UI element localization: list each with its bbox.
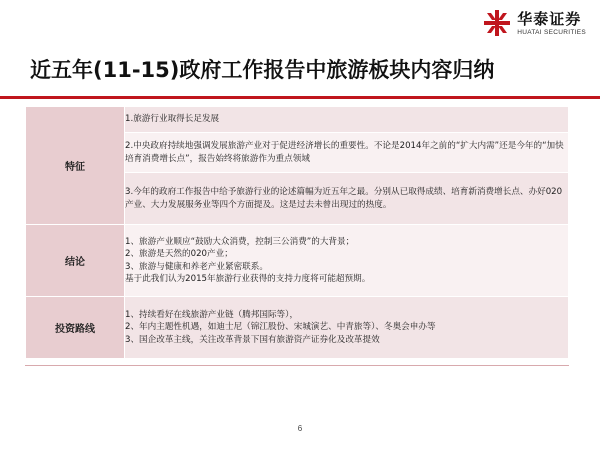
page-number: 6 [297,424,303,433]
page-title: 近五年(11-15)政府工作报告中旅游板块内容归纳 [30,58,495,82]
investment-line: 3、国企改革主线，关注改革背景下国有旅游资产证券化及改革提效 [125,334,380,345]
feature-item-1-text: 1.旅游行业取得长足发展 [125,114,220,124]
features-label: 特征 [26,107,125,225]
title-divider [0,96,600,99]
brand-name-cn: 华泰证券 [517,9,582,28]
feature-item-3 [125,173,569,225]
huatai-logo-icon [482,8,512,38]
investment-label: 投资路线 [26,297,125,359]
feature-item-2-text: 2.中央政府持续地强调发展旅游产业对于促进经济增长的重要性。不论是2014年之前的“扩大内需”还是今年的“加快培育消费增长点”，报告始终将旅游作为重点领域 [125,140,564,164]
footer-divider [25,365,569,366]
investment-line: 2、年内主题性机遇，如迪士尼（锦江股份、宋城演艺、中青旅等）、冬奥会申办等 [125,322,436,333]
feature-item-1 [125,107,569,133]
conclusion-label: 结论 [26,225,125,297]
table-row [26,107,569,133]
feature-item-2 [125,133,569,173]
conclusion-line: 1、旅游产业顺应“鼓励大众消费，控制三公消费”的大背景； [125,236,355,247]
investment-content [125,297,569,359]
table-row [26,297,569,359]
conclusion-line: 3、旅游与健康和养老产业紧密联系。 [125,261,268,272]
summary-table [25,106,569,359]
conclusion-content [125,225,569,297]
table-row [26,225,569,297]
brand-text [517,10,586,37]
brand-logo [482,8,586,38]
investment-line: 1、持续看好在线旅游产业链（腾邦国际等）， [125,309,299,320]
conclusion-line: 2、旅游是天然的020产业； [125,249,233,259]
feature-item-3-text: 3.今年的政府工作报告中给予旅游行业的论述篇幅为近五年之最。分别从已取得成绩、培育新消费增长点、办好020产业、大力发展服务业等四个方面提及。这是过去未曾出现过的热度。 [125,186,563,210]
brand-name-en: HUATAI SECURITIES [517,28,586,36]
conclusion-line: 基于此我们认为2015年旅游行业获得的支持力度将可能超预期。 [125,274,371,284]
